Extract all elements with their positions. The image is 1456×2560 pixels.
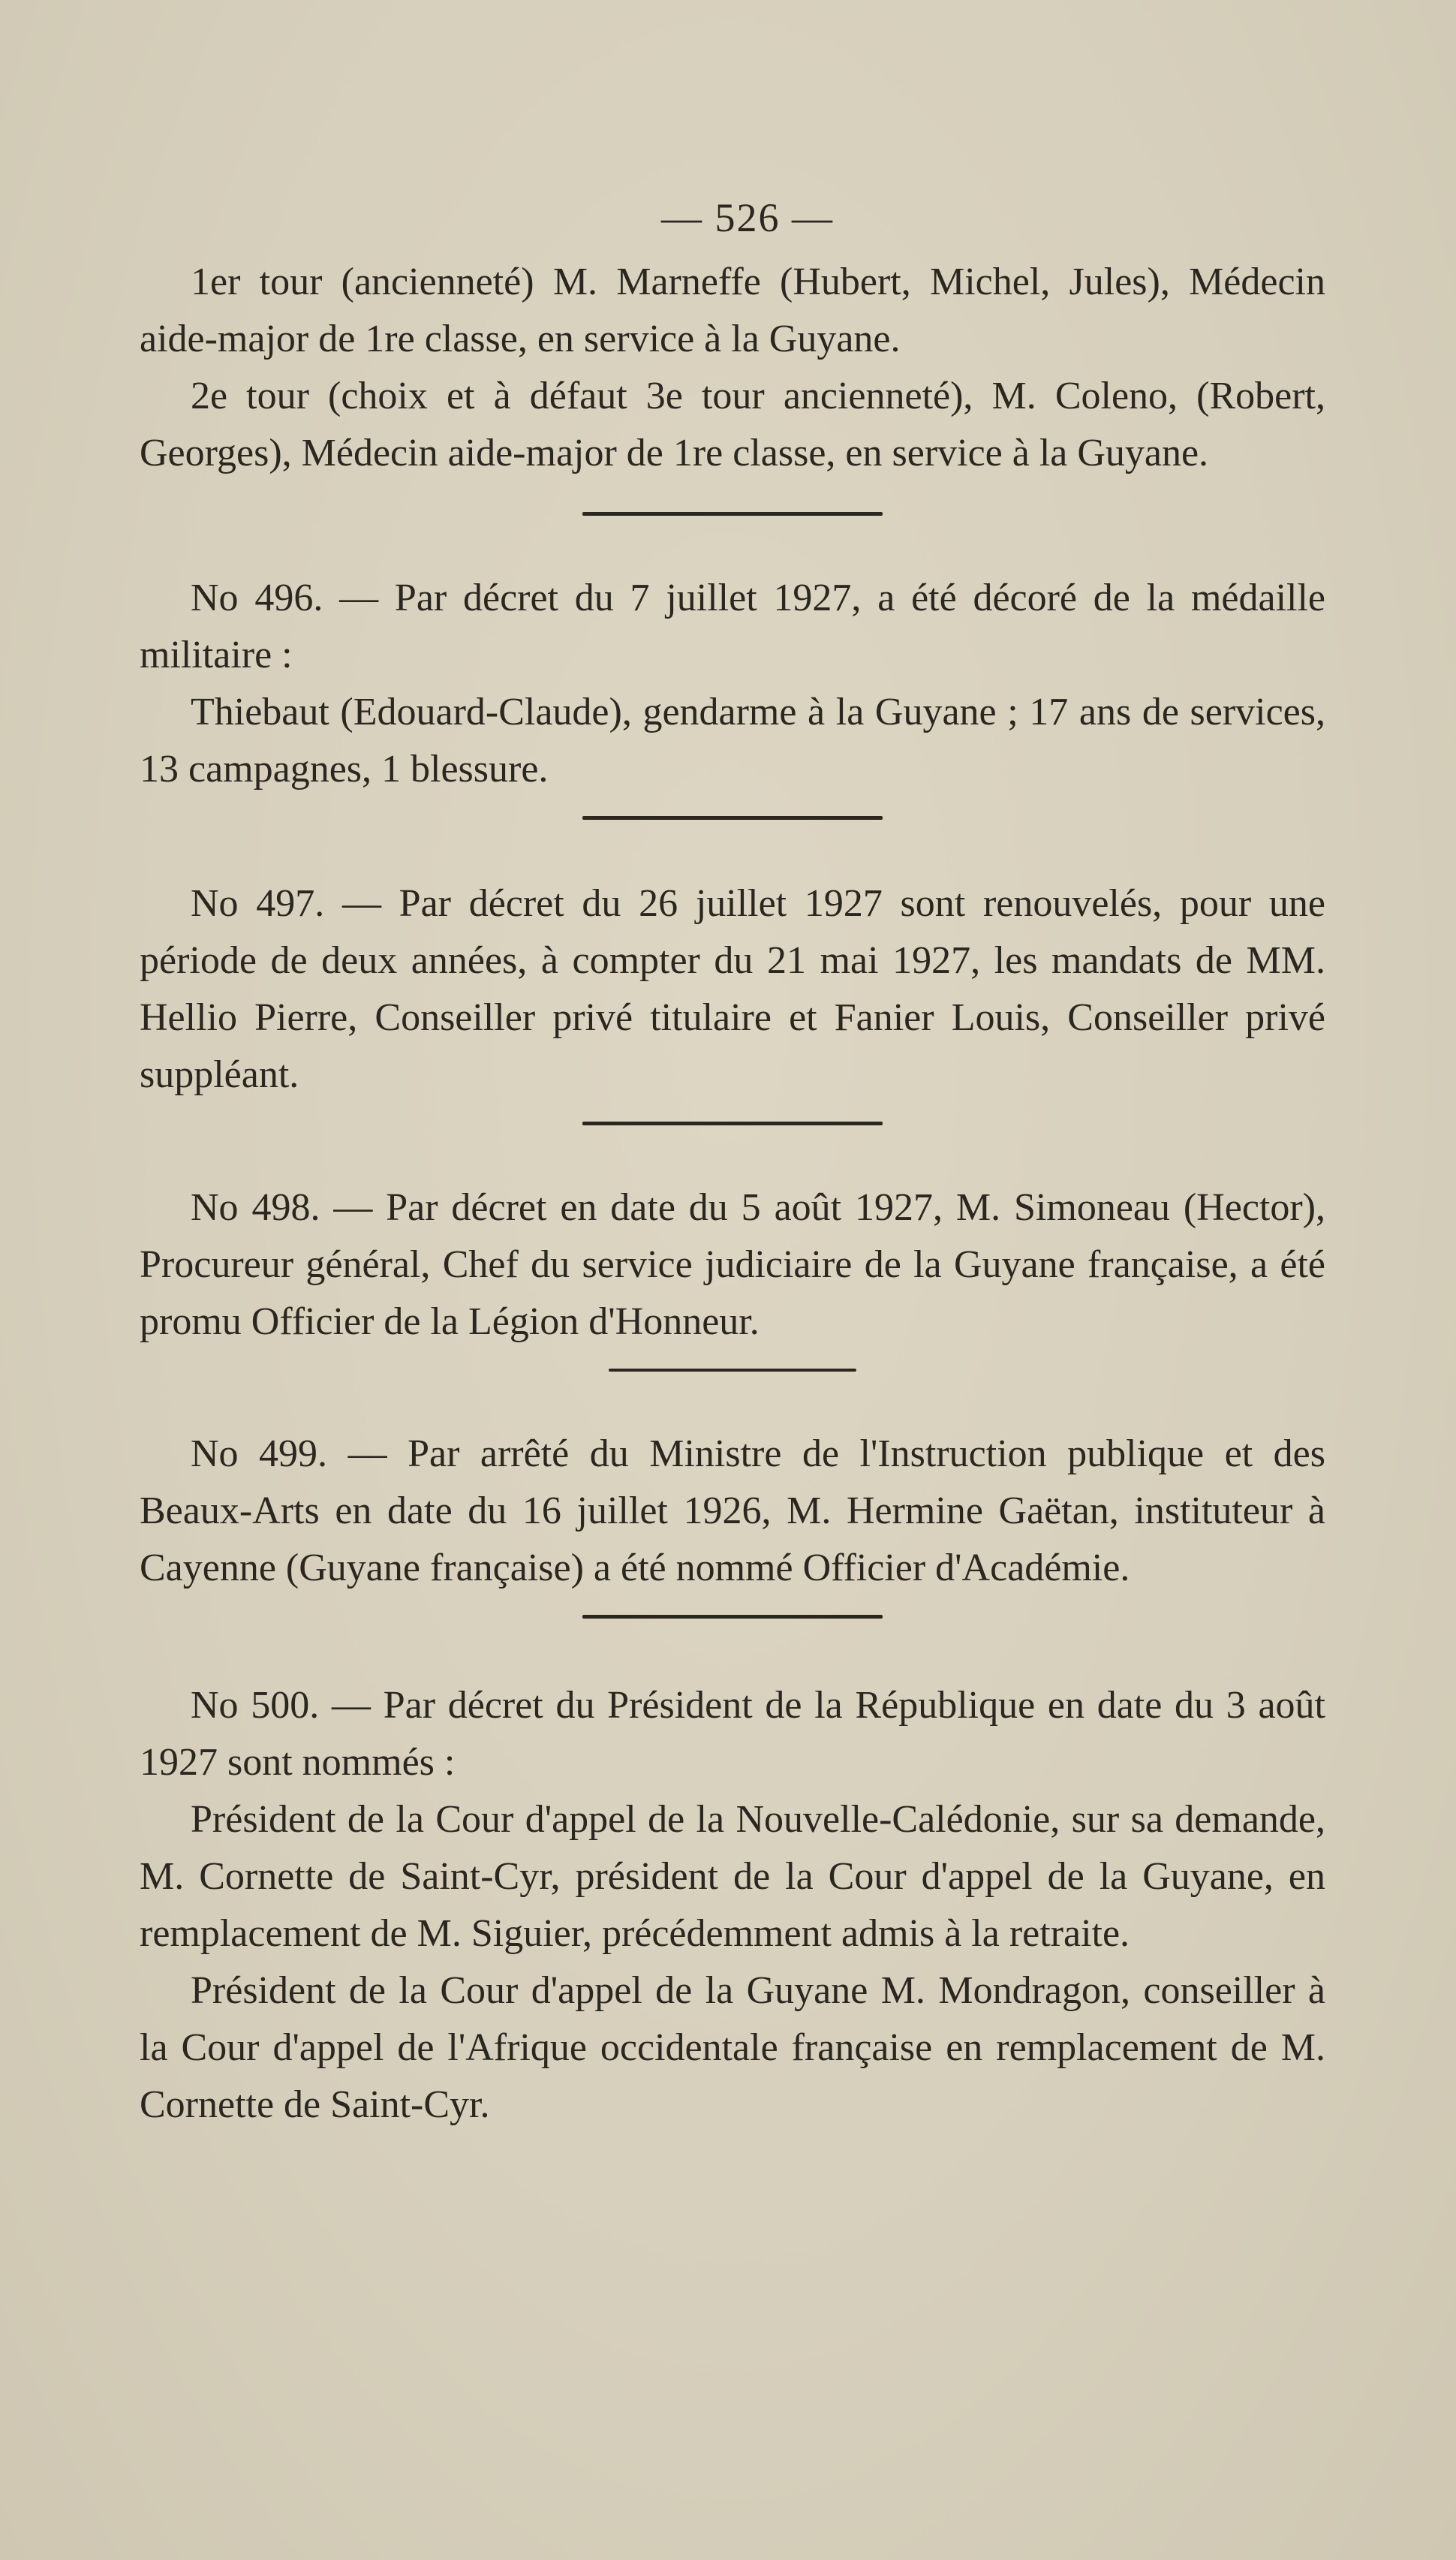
section-divider: [582, 1615, 883, 1619]
paragraph-president-nouvelle-caledonie: Président de la Cour d'appel de la Nouvelle-Calédonie, sur sa demande, M. Cornette de Saint-Cyr, président de la Cour d'appel de la Guyane, en remplacement de M. Siguier, précédemment admis à la retraite.: [140, 1798, 1325, 1955]
page-number: — 526 —: [661, 195, 834, 240]
paragraph-second-tour: 2e tour (choix et à défaut 3e tour ancienneté), M. Coleno, (Robert, Georges), Médecin aide-major de 1re classe, en service à la Guyane.: [140, 375, 1325, 474]
paragraph-thiebaut: Thiebaut (Edouard-Claude), gendarme à la Guyane ; 17 ans de services, 13 campagnes, 1 blessure.: [140, 691, 1325, 791]
section-divider: [582, 512, 883, 516]
paragraph-no-497: No 497. — Par décret du 26 juillet 1927 sont renouvelés, pour une période de deux années, à compter du 21 mai 1927, les mandats de MM. Hellio Pierre, Conseiller privé titulaire et Fanier Louis, Conseiller privé suppléant.: [140, 882, 1325, 1096]
text-column: [140, 188, 1325, 2134]
paragraph-first-tour: 1er tour (ancienneté) M. Marneffe (Hubert, Michel, Jules), Médecin aide-major de 1re classe, en service à la Guyane.: [140, 261, 1325, 360]
paragraph-no-500: No 500. — Par décret du Président de la République en date du 3 août 1927 sont nommés :: [140, 1684, 1325, 1784]
paragraph-no-496: No 496. — Par décret du 7 juillet 1927, a été décoré de la médaille militaire :: [140, 577, 1325, 676]
section-divider: [609, 1369, 856, 1372]
paragraph-no-498: No 498. — Par décret en date du 5 août 1927, M. Simoneau (Hector), Procureur général, Chef du service judiciaire de la Guyane française, a été promu Officier de la Légion d'Honneur.: [140, 1186, 1325, 1343]
paragraph-president-guyane: Président de la Cour d'appel de la Guyane M. Mondragon, conseiller à la Cour d'appel de l'Afrique occidentale française en remplacement de M. Cornette de Saint-Cyr.: [140, 1969, 1325, 2126]
section-divider: [582, 816, 883, 820]
section-divider: [582, 1122, 883, 1125]
paragraph-no-499: No 499. — Par arrêté du Ministre de l'Instruction publique et des Beaux-Arts en date du 16 juillet 1926, M. Hermine Gaëtan, instituteur à Cayenne (Guyane française) a été nommé Officier d'Académie.: [140, 1432, 1325, 1589]
